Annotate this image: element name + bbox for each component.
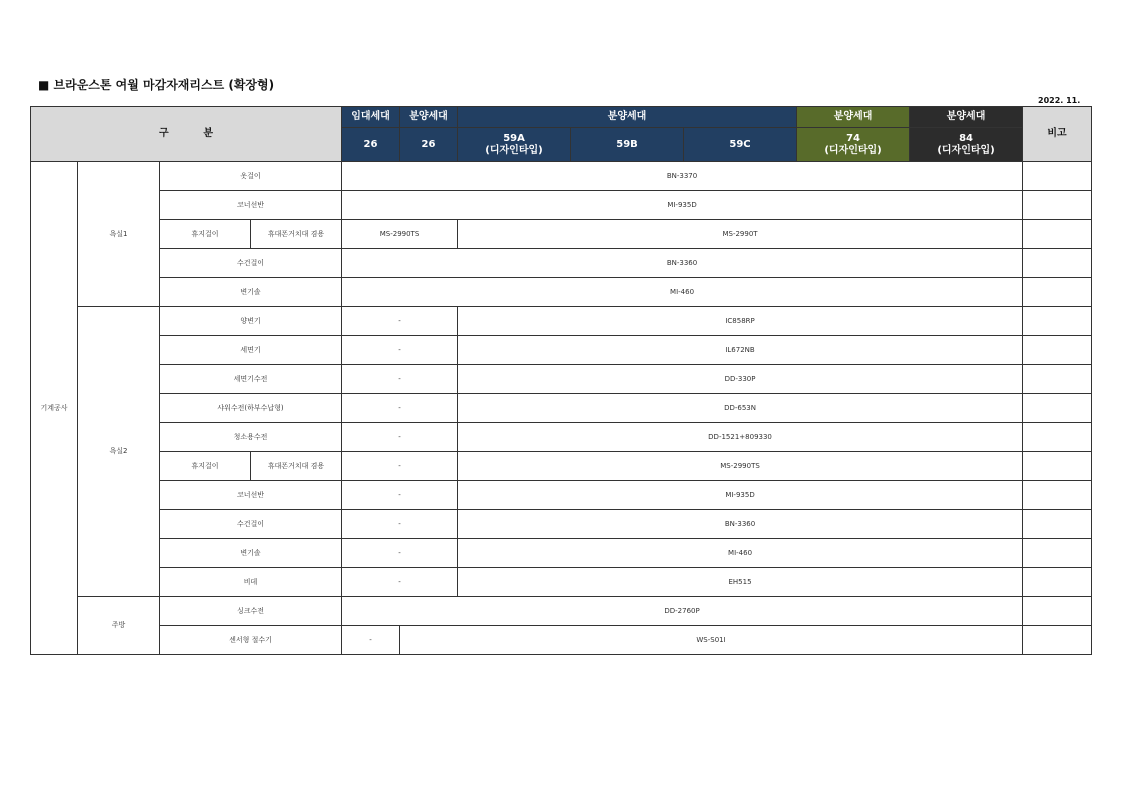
remark-cell [1023,307,1092,336]
item-value-rental: - [342,423,458,452]
item-value-sale: MS-2990T [458,220,1023,249]
table-row [31,568,1092,597]
header-unit-26-sale: 26 [400,128,458,162]
remark-cell [1023,365,1092,394]
item-value-rental: - [342,365,458,394]
item-value-rental: - [342,452,458,481]
table-row [31,191,1092,220]
remark-cell [1023,394,1092,423]
remark-cell [1023,510,1092,539]
table-row [31,452,1092,481]
item-value-rental: - [342,394,458,423]
document-date: 2022. 11. [1038,96,1081,105]
item-value-sale: BN-3360 [458,510,1023,539]
item-label: 센서형 절수기 [160,626,342,655]
item-label: 양변기 [160,307,342,336]
item-value-sale: DD-653N [458,394,1023,423]
item-value-rental: - [342,336,458,365]
item-sublabel: 휴대폰거치대 겸용 [251,452,342,481]
header-remark: 비고 [1023,107,1092,162]
item-value-sale: EH515 [458,568,1023,597]
item-value-rental: - [342,568,458,597]
item-label: 휴지걸이 [160,452,251,481]
remark-cell [1023,481,1092,510]
item-value-rental: - [342,481,458,510]
table-row [31,481,1092,510]
item-value: MI-460 [342,278,1023,307]
item-value-rental: - [342,510,458,539]
table-row [31,220,1092,249]
item-value-sale: MS-2990TS [458,452,1023,481]
table-row [31,278,1092,307]
remark-cell [1023,568,1092,597]
item-value-sale: MI-935D [458,481,1023,510]
item-label: 세면기 [160,336,342,365]
header-unit-59c: 59C [684,128,797,162]
table-row [31,626,1092,655]
item-value-sale: MI-460 [458,539,1023,568]
item-label: 코너선반 [160,191,342,220]
item-label: 변기솔 [160,278,342,307]
item-label: 샤워수전(하부수납형) [160,394,342,423]
table-row [31,249,1092,278]
remark-cell [1023,162,1092,191]
table-row [31,336,1092,365]
item-label: 비데 [160,568,342,597]
header-unit-59b: 59B [571,128,684,162]
header-unit-84: 84 (디자인타입) [910,128,1023,162]
document-title: ■ 브라운스톤 여월 마감자재리스트 (확장형) [38,78,275,92]
item-value: MI-935D [342,191,1023,220]
item-label: 옷걸이 [160,162,342,191]
table-row [31,510,1092,539]
item-label: 청소용수전 [160,423,342,452]
item-value-rental: - [342,307,458,336]
item-label: 휴지걸이 [160,220,251,249]
remark-cell [1023,423,1092,452]
remark-cell [1023,249,1092,278]
header-row-1 [31,107,1092,128]
header-unit-26-rental: 26 [342,128,400,162]
finish-material-table [30,106,1092,655]
header-gubun: 구 분 [31,107,342,162]
item-sublabel: 휴대폰거치대 겸용 [251,220,342,249]
item-value-sale: DD-1521+809330 [458,423,1023,452]
table-row [31,597,1092,626]
table-row [31,162,1092,191]
remark-cell [1023,597,1092,626]
remark-cell [1023,191,1092,220]
table-row [31,307,1092,336]
item-value-rental: - [342,626,400,655]
header-sale-74: 분양세대 [797,107,910,128]
item-value-sale: DD-330P [458,365,1023,394]
remark-cell [1023,452,1092,481]
remark-cell [1023,626,1092,655]
item-value-rental: - [342,539,458,568]
item-value: DD-2760P [342,597,1023,626]
item-value: BN-3370 [342,162,1023,191]
item-label: 싱크수전 [160,597,342,626]
room-bath1: 욕실1 [78,162,160,307]
header-sale-26: 분양세대 [400,107,458,128]
item-label: 세면기수전 [160,365,342,394]
item-value: BN-3360 [342,249,1023,278]
table-row [31,365,1092,394]
header-sale-59: 분양세대 [458,107,797,128]
room-kitchen: 주방 [78,597,160,655]
table-row [31,423,1092,452]
header-unit-74: 74 (디자인타입) [797,128,910,162]
room-bath2: 욕실2 [78,307,160,597]
item-label: 수건걸이 [160,249,342,278]
item-value-rental: MS-2990TS [342,220,458,249]
remark-cell [1023,220,1092,249]
category-mechanical: 기계공사 [31,162,78,655]
table-row [31,394,1092,423]
item-value-sale: IL672NB [458,336,1023,365]
item-label: 코너선반 [160,481,342,510]
table-row [31,539,1092,568]
header-sale-84: 분양세대 [910,107,1023,128]
item-value-sale: WS-S01I [400,626,1023,655]
item-label: 변기솔 [160,539,342,568]
item-value-sale: IC858RP [458,307,1023,336]
remark-cell [1023,278,1092,307]
header-unit-59a: 59A (디자인타입) [458,128,571,162]
header-rental: 임대세대 [342,107,400,128]
remark-cell [1023,336,1092,365]
item-label: 수건걸이 [160,510,342,539]
remark-cell [1023,539,1092,568]
